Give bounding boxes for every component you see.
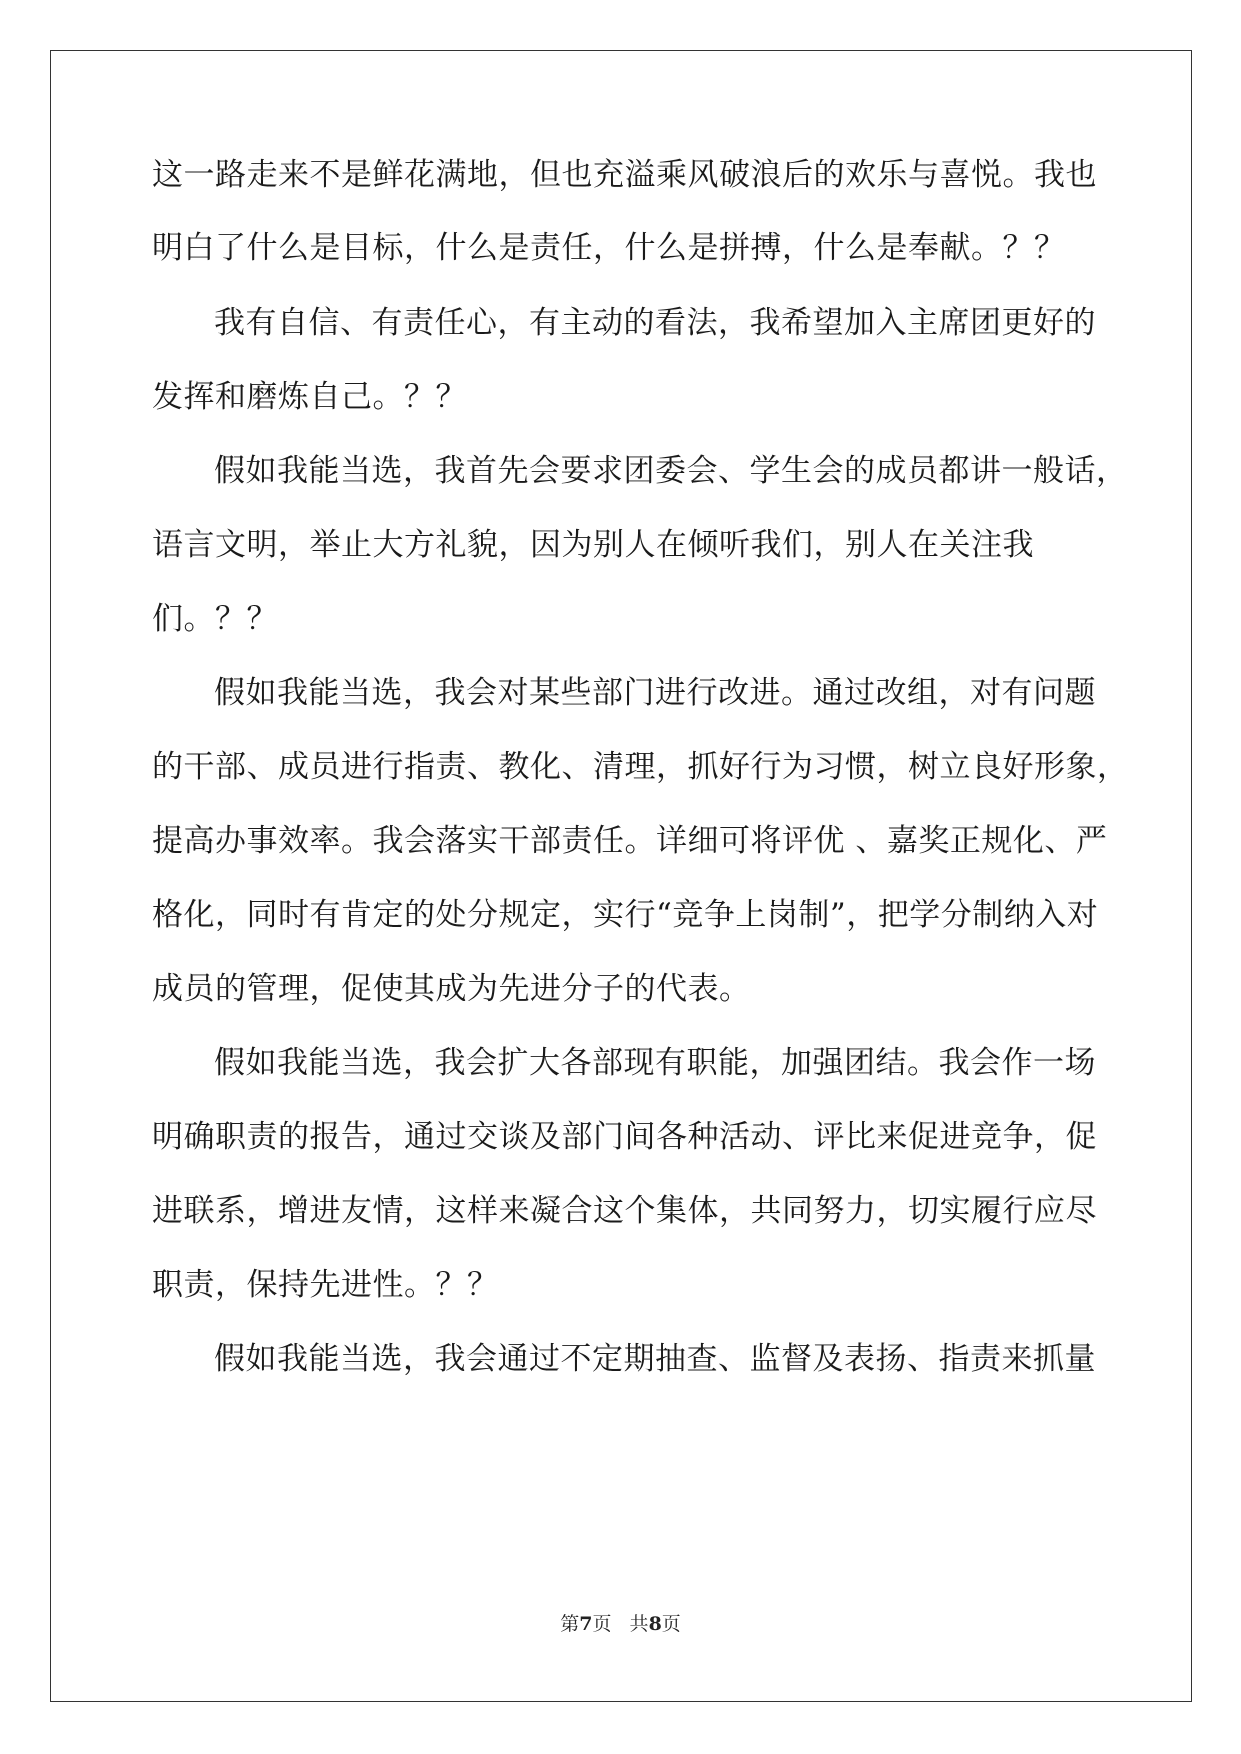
text-line: 发挥和磨炼自己。？？ (152, 379, 467, 415)
footer-prefix: 第 (560, 1613, 580, 1635)
text-line: 明确职责的报告，通过交谈及部门间各种活动、评比来促进竞争，促 (152, 1119, 1097, 1155)
text-line: 格化，同时有肯定的处分规定，实行“竞争上岗制”，把学分制纳入对 (152, 897, 1099, 933)
paragraph-start-line: 我有自信、有责任心，有主动的看法，我希望加入主席团更好的 (214, 305, 1096, 341)
text-line: 这一路走来不是鲜花满地，但也充溢乘风破浪后的欢乐与喜悦。我也 (152, 157, 1097, 193)
paragraph-start-line: 假如我能当选，我会扩大各部现有职能，加强团结。我会作一场 (214, 1045, 1096, 1081)
page-border (50, 50, 1192, 1702)
page-footer (0, 1612, 1241, 1636)
paragraph-start-line: 假如我能当选，我会对某些部门进行改进。通过改组，对有问题 (214, 675, 1096, 711)
current-page-number: 7 (579, 1613, 593, 1635)
total-pages-number: 8 (648, 1613, 662, 1635)
footer-suffix: 页 (661, 1613, 681, 1635)
text-line: 语言文明，举止大方礼貌，因为别人在倾听我们，别人在关注我 (152, 527, 1034, 563)
text-line: 进联系，增进友情，这样来凝合这个集体，共同努力，切实履行应尽 (152, 1193, 1097, 1229)
text-line: 的干部、成员进行指责、教化、清理，抓好行为习惯，树立良好形象， (152, 749, 1129, 785)
text-line: 明白了什么是目标，什么是责任，什么是拼搏，什么是奉献。？？ (152, 230, 1066, 266)
paragraph-start-line: 假如我能当选，我首先会要求团委会、学生会的成员都讲一般话， (214, 453, 1128, 489)
text-line: 们。？？ (152, 601, 278, 637)
text-line: 成员的管理，促使其成为先进分子的代表。 (152, 971, 751, 1007)
footer-middle: 页 共 (592, 1613, 649, 1635)
text-line: 职责，保持先进性。？？ (152, 1267, 499, 1303)
text-line: 提高办事效率。我会落实干部责任。详细可将评优 、嘉奖正规化、严 (152, 823, 1108, 859)
paragraph-start-line: 假如我能当选，我会通过不定期抽查、监督及表扬、指责来抓量 (214, 1341, 1096, 1377)
